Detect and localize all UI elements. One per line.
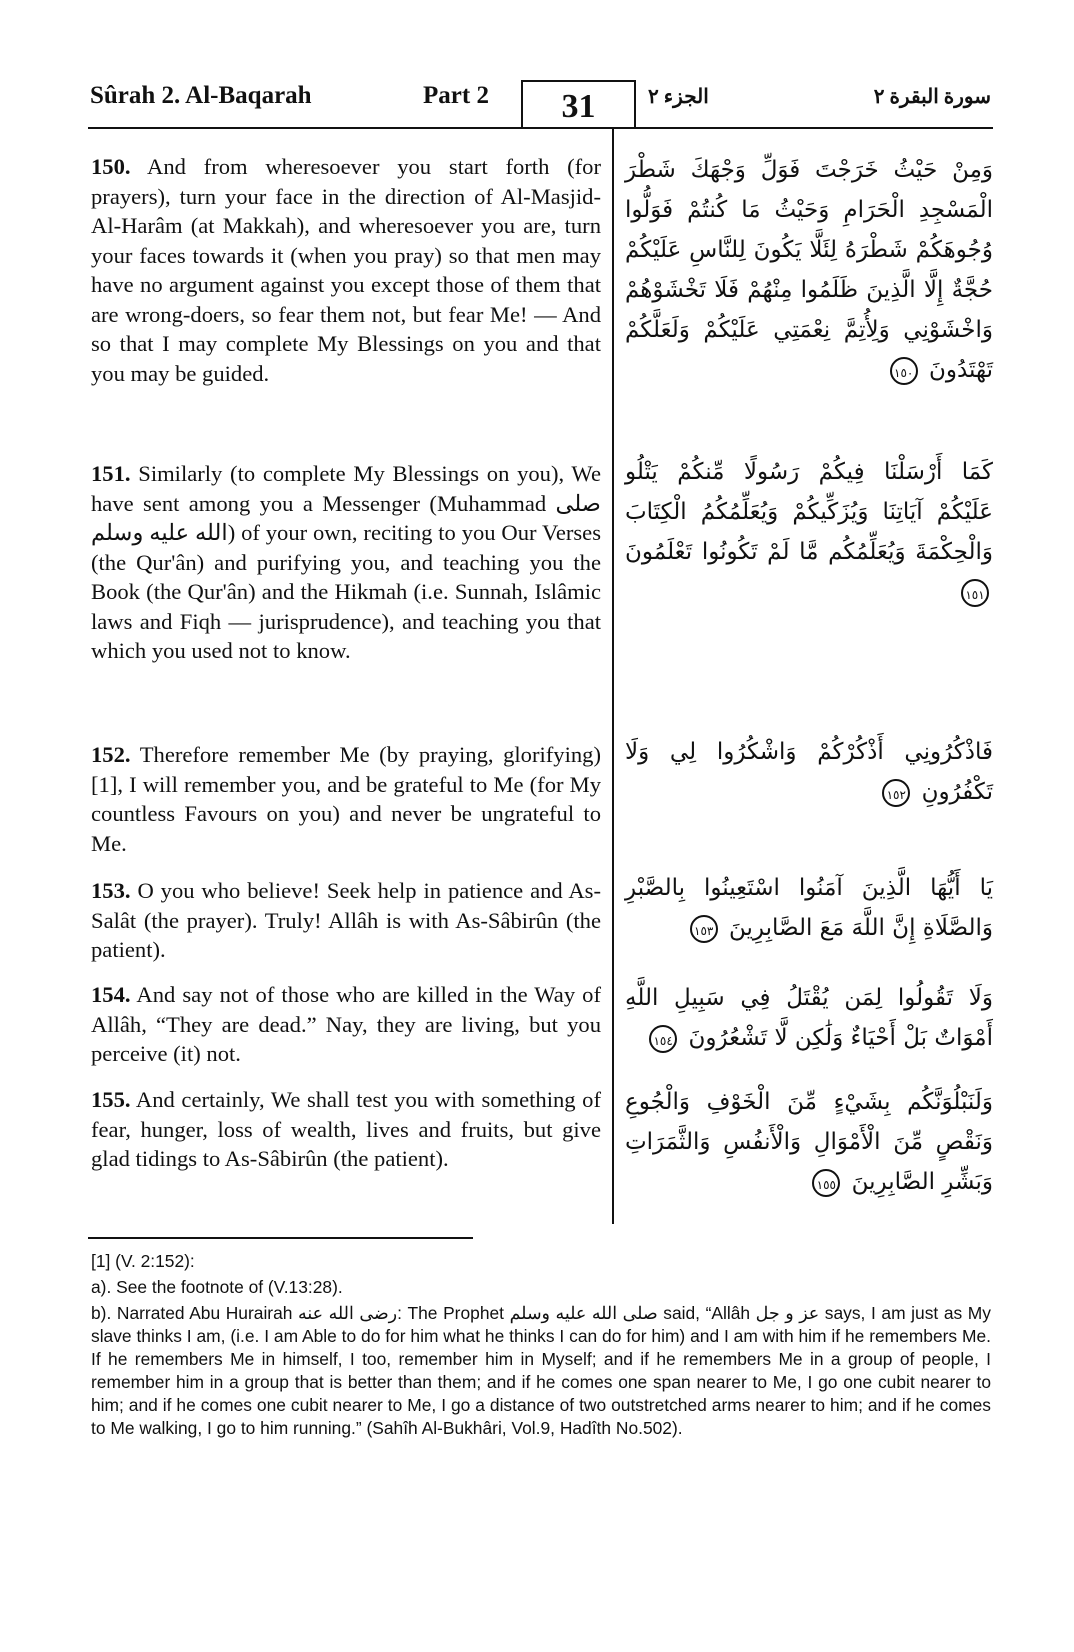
verse-155-english	[91, 1085, 601, 1174]
verse-150-english	[91, 152, 601, 388]
verse-153-english	[91, 876, 601, 965]
ayah-marker: ١٥٥	[812, 1169, 840, 1197]
verse-text: And say not of those who are killed in the Way of Allâh, “They are dead.” Nay, they are living, but you perceive (it) not.	[91, 982, 602, 1066]
verse-152-english	[91, 740, 601, 858]
arabic-text: كَمَا أَرْسَلْنَا فِيكُمْ رَسُولًا مِّنكُمْ يَتْلُو عَلَيْكُمْ آيَاتِنَا وَيُزَكِّيكُمْ وَيُعَلِّمُكُمُ الْكِتَابَ وَالْحِكْمَةَ وَيُعَلِّمُكُم مَّا لَمْ تَكُونُوا تَعْلَمُونَ	[625, 459, 993, 565]
header-rule	[88, 127, 993, 129]
footnote-b: b). Narrated Abu Hurairah رضى الله عنه: The Prophet صلى الله عليه وسلم said, “Allâh عز و جل says, I am just as My slave thinks I am, (i.e. I am Able to do for him what he thinks I can do for him) and I am with him if he remembers Me. If he remembers Me in himself, I too, remember him in Myself; and if he remembers Me in a group of people, I remember him in a group that is better than them; and if he comes one span nearer to Me, I go one cubit nearer to him; and if he comes one cubit nearer to Me, I go a distance of two outstretched arms nearer to him; and if he comes to Me walking, I go to him running.” (Sahîh Al-Bukhâri, Vol.9, Hadîth No.502).	[91, 1303, 991, 1438]
footnote-a: a). See the footnote of (V.13:28).	[91, 1277, 343, 1297]
verse-150-arabic	[625, 150, 993, 390]
verse-text: O you who believe! Seek help in patience and As-Salât (the prayer). Truly! Allâh is with As-Sâbirûn (the patient).	[91, 878, 601, 962]
verse-151-arabic	[625, 452, 993, 612]
arabic-text: وَلَا تَقُولُوا لِمَن يُقْتَلُ فِي سَبِيلِ اللَّهِ أَمْوَاتٌ بَلْ أَحْيَاءٌ وَلَٰكِن لَّا تَشْعُرُونَ	[625, 985, 993, 1051]
header-part: Part 2	[423, 82, 489, 109]
footnote-rule	[88, 1237, 473, 1239]
arabic-text: فَاذْكُرُونِي أَذْكُرْكُمْ وَاشْكُرُوا لِي وَلَا تَكْفُرُونِ	[625, 739, 993, 805]
verse-number: 154.	[91, 982, 131, 1007]
column-divider	[612, 129, 614, 1224]
verse-text: And from wheresoever you start forth (for prayers), turn your face in the direction of Al-Masjid-Al-Harâm (at Makkah), and wheresoever you are, turn your faces towards it (when you pray) so that men may have no argument against you except those of them that are wrong-doers, so fear them not, but fear Me! — And so that I may complete My Blessings on you and that you may be guided.	[91, 154, 601, 386]
header-arabic-juz: الجزء ٢	[648, 86, 709, 108]
verse-number: 151.	[91, 461, 131, 486]
verse-number: 155.	[91, 1087, 131, 1112]
header-arabic-surah: سورة البقرة ٢	[873, 86, 991, 108]
verse-number: 152.	[91, 742, 131, 767]
ayah-marker: ١٥٣	[690, 915, 718, 943]
ayah-marker: ١٥٤	[649, 1025, 677, 1053]
page-number: 31	[521, 80, 636, 128]
verse-text: Therefore remember Me (by praying, glorifying)[1], I will remember you, and be grateful to Me (for My countless Favours on you) and never be ungrateful to Me.	[91, 742, 601, 856]
ayah-marker: ١٥١	[961, 579, 989, 607]
verse-text: Similarly (to complete My Blessings on you), We have sent among you a Messenger (Muhammad صلى الله عليه وسلم) of your own, reciting to you Our Verses (the Qur'ân) and purifying you, and teaching you the Book (the Qur'ân) and the Hikmah (i.e. Sunnah, Islâmic laws and Fiqh — jurisprudence), and teaching you that which you used not to know.	[91, 461, 601, 663]
header-surah-title: Sûrah 2. Al-Baqarah	[90, 82, 312, 109]
ayah-marker: ١٥٠	[890, 357, 918, 385]
footnote-reference: [1] (V. 2:152):	[91, 1251, 195, 1271]
verse-155-arabic	[625, 1082, 993, 1202]
page-header	[88, 78, 993, 128]
arabic-text: وَلَنَبْلُوَنَّكُم بِشَيْءٍ مِّنَ الْخَوْفِ وَالْجُوعِ وَنَقْصٍ مِّنَ الْأَمْوَالِ وَالْأَنفُسِ وَالثَّمَرَاتِ وَبَشِّرِ الصَّابِرِينَ	[625, 1089, 993, 1195]
arabic-text: يَا أَيُّهَا الَّذِينَ آمَنُوا اسْتَعِينُوا بِالصَّبْرِ وَالصَّلَاةِ إِنَّ اللَّهَ مَعَ الصَّابِرِينَ	[625, 875, 993, 941]
verse-153-arabic	[625, 868, 993, 948]
verse-text: And certainly, We shall test you with something of fear, hunger, loss of wealth, lives and fruits, but give glad tidings to As-Sâbirûn (the patient).	[91, 1087, 602, 1171]
verse-number: 150.	[91, 154, 131, 179]
ayah-marker: ١٥٢	[882, 779, 910, 807]
verse-152-arabic	[625, 732, 993, 812]
verse-number: 153.	[91, 878, 131, 903]
verse-151-english	[91, 459, 601, 666]
arabic-text: وَمِنْ حَيْثُ خَرَجْتَ فَوَلِّ وَجْهَكَ شَطْرَ الْمَسْجِدِ الْحَرَامِ وَحَيْثُ مَا كُنتُمْ فَوَلُّوا وُجُوهَكُمْ شَطْرَهُ لِئَلَّا يَكُونَ لِلنَّاسِ عَلَيْكُمْ حُجَّةٌ إِلَّا الَّذِينَ ظَلَمُوا مِنْهُمْ فَلَا تَخْشَوْهُمْ وَاخْشَوْنِي وَلِأُتِمَّ نِعْمَتِي عَلَيْكُمْ وَلَعَلَّكُمْ تَهْتَدُونَ	[625, 157, 993, 383]
verse-154-english	[91, 980, 601, 1069]
verse-154-arabic	[625, 978, 993, 1058]
